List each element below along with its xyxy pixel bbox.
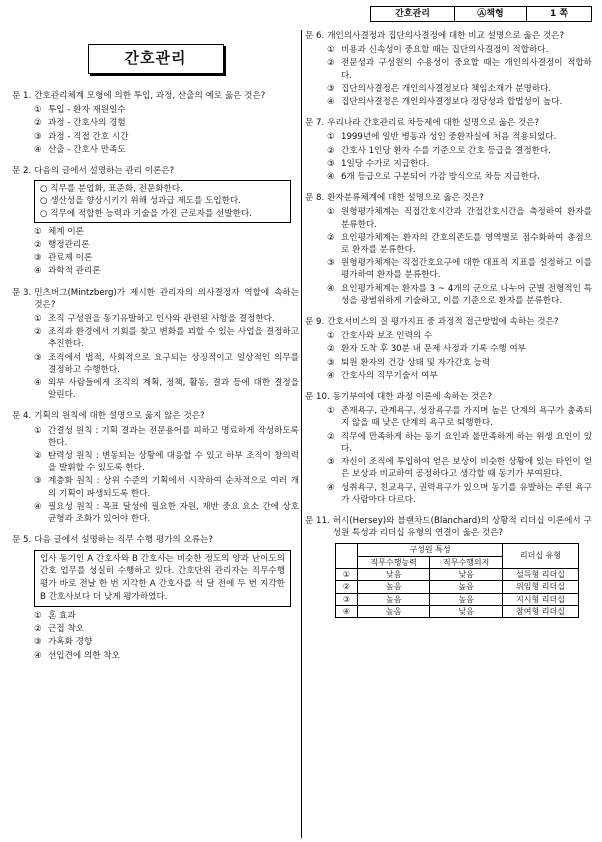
- answer-option[interactable]: [327, 158, 592, 170]
- table-row: [336, 606, 579, 618]
- header-page-number: 1 쪽: [549, 8, 569, 19]
- question-text: 다음 글에서 설명하는 직무 수행 평가의 오류는?: [34, 535, 213, 546]
- question-text: 간호관리체계 모형에 의한 투입, 과정, 산출의 예로 옳은 것은?: [34, 91, 266, 101]
- option-text: 필요성 원칙 : 목표 달성에 필요한 자원, 재반 중요 요소 간에 상호 균형과 조화가 있어야 한다.: [48, 501, 299, 525]
- reference-item: ○ 직무에 적합한 능력과 기술을 가진 근로자를 선발한다.: [40, 208, 252, 219]
- table-row: [336, 581, 579, 593]
- question-9: [305, 316, 592, 382]
- answer-option[interactable]: [34, 326, 299, 350]
- answer-option[interactable]: [327, 482, 592, 506]
- answer-option[interactable]: [34, 313, 299, 325]
- question-7: [305, 117, 592, 183]
- table-cell: 낮음: [430, 606, 502, 618]
- table-cell: 지시형 리더십: [502, 593, 578, 605]
- option-mark: ②: [327, 58, 335, 69]
- option-text: 자신이 조직에 투입하여 얻은 보상이 비슷한 상황에 있는 타인이 얻은 보상과 비교하여 공정하다고 생각할 때 동기가 부여된다.: [341, 457, 592, 480]
- option-text: 외부 사람들에게 조직의 계획, 정책, 활동, 결과 등에 대한 결정을 알린다.: [48, 378, 299, 401]
- answer-option[interactable]: [34, 252, 299, 264]
- table-corner-cell: [336, 544, 358, 569]
- option-text: 산출 - 간호사 만족도: [48, 144, 126, 155]
- answer-option[interactable]: [327, 44, 592, 56]
- question-stem: [12, 410, 299, 422]
- option-mark: ③: [327, 457, 335, 468]
- question-number: 문 3.: [12, 287, 32, 298]
- question-number: 문 9.: [305, 317, 325, 328]
- question-11: [305, 515, 592, 619]
- option-mark: ④: [34, 650, 42, 661]
- option-text: 존재욕구, 관계욕구, 성장욕구를 가지며 높은 단계의 욕구가 충족되지 않을 때 낮은 단계의 욕구로 퇴행한다.: [341, 406, 592, 429]
- question-text: 허시(Hersey)와 블랜차드(Blanchard)의 상황적 리더십 이론에서 구성원 특성과 리더십 유형의 연결이 옳은 것은?: [332, 515, 592, 539]
- question-number: 문 6.: [305, 31, 325, 41]
- option-text: 원형평가체계는 직접간호요구에 대한 대표적 지표를 설정하고 이를 평가하여 환자를 분류한다.: [341, 258, 592, 281]
- answer-option[interactable]: [327, 131, 592, 143]
- option-mark: ③: [327, 357, 335, 368]
- option-list: [305, 330, 592, 382]
- table-cell: 설득형 리더십: [502, 569, 578, 581]
- question-number: 문 7.: [305, 118, 325, 129]
- option-text: 간호사의 직무기술서 여부: [341, 370, 438, 381]
- option-text: 집단의사결정은 개인의사결정보다 정당성과 합법성이 높다.: [341, 97, 563, 108]
- table-cell: 높음: [430, 581, 502, 593]
- column-divider: [301, 30, 302, 838]
- option-mark: ③: [34, 637, 42, 648]
- option-mark: ③: [34, 476, 42, 487]
- answer-option[interactable]: [34, 131, 299, 143]
- question-5: [12, 534, 299, 662]
- header-subject: 간호관리: [371, 7, 455, 21]
- option-mark: ①: [327, 331, 335, 342]
- option-text: 가혹화 경향: [48, 637, 93, 648]
- answer-option[interactable]: [327, 232, 592, 256]
- answer-option[interactable]: [34, 501, 299, 525]
- answer-option[interactable]: [327, 370, 592, 382]
- answer-option[interactable]: [327, 330, 592, 342]
- answer-option[interactable]: [34, 352, 299, 376]
- option-list: [305, 405, 592, 506]
- leadership-table: [335, 543, 579, 618]
- table-cell: 높음: [358, 581, 430, 593]
- answer-option[interactable]: [327, 357, 592, 369]
- answer-option[interactable]: [34, 144, 299, 156]
- option-text: 전문성과 구성원의 수용성이 중요할 때는 개인의사결정이 적합하다.: [341, 58, 592, 81]
- option-text: 퇴원 환자의 건강 상태 및 자가간호 능력: [341, 357, 491, 368]
- option-mark: ③: [34, 131, 42, 142]
- option-list: [305, 206, 592, 307]
- answer-option[interactable]: [34, 450, 299, 474]
- option-text: 요인평가체계는 환자를 3 ~ 4개의 군으로 나누어 군별 전형적인 특성을 광범위하게 기술하고, 이를 기준으로 환자를 분류한다.: [341, 283, 592, 306]
- option-text: 6개 등급으로 구분되어 가감 방식으로 차등 지급한다.: [341, 172, 540, 183]
- option-mark: ②: [327, 344, 335, 355]
- option-text: 간호사 1인당 환자 수를 기준으로 간호 등급을 결정한다.: [341, 145, 551, 156]
- option-text: 요인평가체계는 환자의 간호의존도를 영역별로 점수화하여 총점으로 환자를 분류한다.: [341, 232, 592, 256]
- option-text: 근접 착오: [48, 624, 84, 635]
- answer-option[interactable]: [327, 171, 592, 183]
- option-mark: ④: [34, 378, 42, 389]
- option-text: 행정관리론: [48, 240, 90, 251]
- option-mark: ①: [336, 569, 358, 581]
- option-mark: ④: [327, 172, 335, 183]
- reference-paragraph: 입사 동기인 A 간호사와 B 간호사는 비슷한 정도의 양과 난이도의 간호 업무를 성실히 수행하고 있다. 간호단위 관리자는 직무수행 평가 바로 전날 한 번 지각한 A 간호사를 석 달 전에 두 번 지각한 B 간호사보다 더 낮게 평가하였다.: [40, 553, 285, 603]
- table-header-willingness: 직무수행의지: [430, 556, 502, 568]
- question-text: 기획의 원칙에 대한 설명으로 옳지 않은 것은?: [34, 411, 205, 422]
- answer-option[interactable]: [327, 343, 592, 355]
- question-number: 문 8.: [305, 193, 325, 204]
- option-text: 조직과 환경에서 기회를 찾고 변화를 꾀할 수 있는 사업을 결정하고 추진한다.: [48, 327, 299, 350]
- question-stem: [12, 287, 299, 311]
- answer-option[interactable]: [34, 636, 299, 648]
- question-stem: [12, 534, 299, 546]
- option-list: [305, 44, 592, 108]
- option-list: [12, 425, 299, 526]
- option-list: [12, 226, 299, 278]
- option-text: 혼 효과: [48, 611, 76, 622]
- answer-option[interactable]: [327, 431, 592, 455]
- header-exam-type: Ⓐ책형: [455, 7, 527, 21]
- answer-option[interactable]: [327, 456, 592, 480]
- option-text: 조직 구성원을 동기유발하고 인사와 관련된 사항을 결정한다.: [48, 314, 275, 325]
- answer-option[interactable]: [327, 145, 592, 157]
- table-cell: 낮음: [430, 569, 502, 581]
- answer-option[interactable]: [34, 104, 299, 116]
- option-list: [12, 104, 299, 156]
- option-mark: ②: [34, 118, 42, 129]
- option-text: 집단의사결정은 개인의사결정보다 책임소재가 분명하다.: [341, 83, 552, 94]
- option-mark: ①: [327, 406, 335, 417]
- option-mark: ②: [336, 581, 358, 593]
- question-4: [12, 410, 299, 525]
- option-mark: ③: [327, 258, 335, 269]
- question-number: 문 11.: [305, 515, 330, 526]
- question-10: [305, 391, 592, 506]
- option-mark: ③: [336, 593, 358, 605]
- question-text: 개인의사결정과 집단의사결정에 대한 비교 설명으로 옳은 것은?: [327, 31, 565, 41]
- question-stem: [12, 165, 299, 177]
- option-mark: ④: [327, 482, 335, 493]
- option-mark: ④: [34, 266, 42, 277]
- answer-option[interactable]: [34, 239, 299, 251]
- answer-option[interactable]: [34, 475, 299, 499]
- option-text: 선입견에 의한 착오: [48, 650, 120, 661]
- question-stem: [305, 30, 592, 42]
- option-text: 1일당 수가로 지급한다.: [341, 158, 430, 169]
- reference-item: ○ 생산성을 향상시키기 위해 성과급 제도를 도입한다.: [40, 196, 241, 207]
- question-3: [12, 287, 299, 402]
- answer-option[interactable]: [34, 610, 299, 622]
- answer-option[interactable]: [327, 283, 592, 307]
- answer-option[interactable]: [327, 257, 592, 281]
- option-text: 성취욕구, 친교욕구, 권력욕구가 있으며 동기를 유발하는 주된 욕구가 사람마다 다르다.: [341, 482, 592, 505]
- option-mark: ②: [34, 624, 42, 635]
- option-list: [12, 313, 299, 401]
- table-row: [336, 569, 579, 581]
- answer-option[interactable]: [34, 650, 299, 662]
- table-cell: 높음: [358, 593, 430, 605]
- reference-item: ○ 직무를 분업화, 표준화, 전문화한다.: [40, 184, 183, 195]
- option-mark: ①: [327, 132, 335, 143]
- question-text: 간호서비스의 질 평가지표 중 과정적 접근방법에 속하는 것은?: [327, 317, 559, 328]
- answer-option[interactable]: [327, 83, 592, 95]
- answer-option[interactable]: [34, 623, 299, 635]
- option-mark: ④: [336, 606, 358, 618]
- question-1: [12, 90, 299, 156]
- question-text: 우리나라 간호관리료 차등제에 대한 설명으로 옳은 것은?: [327, 118, 540, 129]
- option-mark: ③: [34, 352, 42, 363]
- question-text: 민츠버그(Mintzberg)가 제시한 관리자의 의사결정자 역할에 속하는 것은?: [34, 287, 299, 310]
- reference-box: [34, 550, 291, 608]
- option-text: 체계 이론: [48, 226, 84, 237]
- question-text: 환자분류체계에 대한 설명으로 옳은 것은?: [327, 193, 484, 204]
- answer-option[interactable]: [327, 57, 592, 81]
- question-stem: [12, 90, 299, 102]
- option-mark: ③: [34, 253, 42, 264]
- option-text: 조직에서 법적, 사회적으로 요구되는 상징적이고 일상적인 의무를 결정하고 수행한다.: [48, 352, 299, 375]
- question-number: 문 1.: [12, 91, 32, 101]
- option-text: 원형평가체계는 직접간호시간과 간접간호시간을 측정하여 환자를 분류한다.: [341, 207, 592, 230]
- option-mark: ①: [34, 226, 42, 237]
- table-cell: 높음: [358, 606, 430, 618]
- question-number: 문 2.: [12, 166, 32, 177]
- left-column: [12, 30, 299, 671]
- option-mark: ②: [327, 145, 335, 156]
- table-cell: 낮음: [358, 569, 430, 581]
- question-stem: [305, 515, 592, 539]
- reference-box: [34, 180, 291, 223]
- option-mark: ②: [327, 232, 335, 243]
- option-text: 직무에 만족하게 하는 동기 요인과 불만족하게 하는 위생 요인이 있다.: [341, 431, 592, 454]
- option-text: 탄력성 원칙 : 변동되는 상황에 대응할 수 있고 하부 조직이 창의력을 발휘할 수 있도록 한다.: [48, 451, 299, 474]
- option-text: 과정 - 간호사의 경험: [48, 118, 126, 129]
- answer-option[interactable]: [34, 117, 299, 129]
- answer-option[interactable]: [327, 206, 592, 230]
- right-column: [305, 30, 592, 627]
- table-group-header: 구성원 특성: [358, 544, 503, 556]
- table-cell: 위임형 리더십: [502, 581, 578, 593]
- question-number: 문 4.: [12, 411, 32, 422]
- page-header: [370, 6, 592, 22]
- option-list: [12, 610, 299, 662]
- question-stem: [305, 192, 592, 204]
- option-text: 과학적 관리론: [48, 266, 101, 277]
- option-mark: ②: [34, 240, 42, 251]
- question-2: [12, 165, 299, 278]
- option-mark: ①: [34, 314, 42, 325]
- option-mark: ③: [327, 83, 335, 94]
- option-mark: ④: [34, 144, 42, 155]
- option-list: [305, 131, 592, 183]
- option-mark: ④: [327, 370, 335, 381]
- question-number: 문 5.: [12, 535, 32, 546]
- page-title: 간호관리: [88, 44, 224, 74]
- option-text: 관료제 이론: [48, 253, 93, 264]
- option-text: 환자 도착 후 30분 내 문제 사정과 기록 수행 여부: [341, 344, 526, 355]
- question-number: 문 10.: [305, 392, 330, 403]
- question-stem: [305, 391, 592, 403]
- table-row: [336, 593, 579, 605]
- option-text: 투입 - 환자 재원일수: [48, 105, 126, 116]
- option-text: 비용과 신속성이 중요할 때는 집단의사결정이 적합하다.: [341, 45, 549, 56]
- option-text: 계층화 원칙 : 상위 수준의 기획에서 시작하여 순차적으로 여러 개의 기획이 파생되도록 한다.: [48, 476, 299, 499]
- answer-option[interactable]: [34, 425, 299, 449]
- answer-option[interactable]: [327, 405, 592, 429]
- table-header-ability: 직무수행능력: [358, 556, 430, 568]
- option-mark: ①: [34, 105, 42, 116]
- option-mark: ②: [327, 431, 335, 442]
- option-text: 간결성 원칙 : 기획 결과는 전문용어를 피하고 명료하게 작성하도록 한다.: [48, 425, 299, 448]
- option-text: 1999년에 일반 병동과 성인 중환자실에 처음 적용되었다.: [341, 132, 557, 143]
- option-mark: ①: [34, 425, 42, 436]
- answer-option[interactable]: [34, 377, 299, 401]
- question-stem: [305, 117, 592, 129]
- answer-option[interactable]: [34, 226, 299, 238]
- answer-option[interactable]: [34, 265, 299, 277]
- table-cell: 참여형 리더십: [502, 606, 578, 618]
- option-mark: ④: [327, 97, 335, 108]
- option-mark: ②: [34, 327, 42, 338]
- option-mark: ④: [327, 283, 335, 294]
- question-text: 다음의 글에서 설명하는 관리 이론은?: [34, 166, 175, 177]
- option-mark: ④: [34, 501, 42, 512]
- option-text: 과정 - 직접 간호 시간: [48, 131, 129, 142]
- option-mark: ①: [327, 207, 335, 218]
- question-8: [305, 192, 592, 307]
- option-mark: ①: [327, 45, 335, 56]
- option-text: 간호사와 보조 인력의 수: [341, 331, 433, 342]
- table-header-leadership: 리더십 유형: [502, 544, 578, 569]
- answer-option[interactable]: [327, 96, 592, 108]
- question-6: [305, 30, 592, 108]
- question-stem: [305, 316, 592, 328]
- table-cell: 높음: [430, 593, 502, 605]
- option-mark: ②: [34, 451, 42, 462]
- option-mark: ①: [34, 611, 42, 622]
- question-text: 동기부여에 대한 과정 이론에 속하는 것은?: [332, 392, 493, 403]
- option-mark: ③: [327, 158, 335, 169]
